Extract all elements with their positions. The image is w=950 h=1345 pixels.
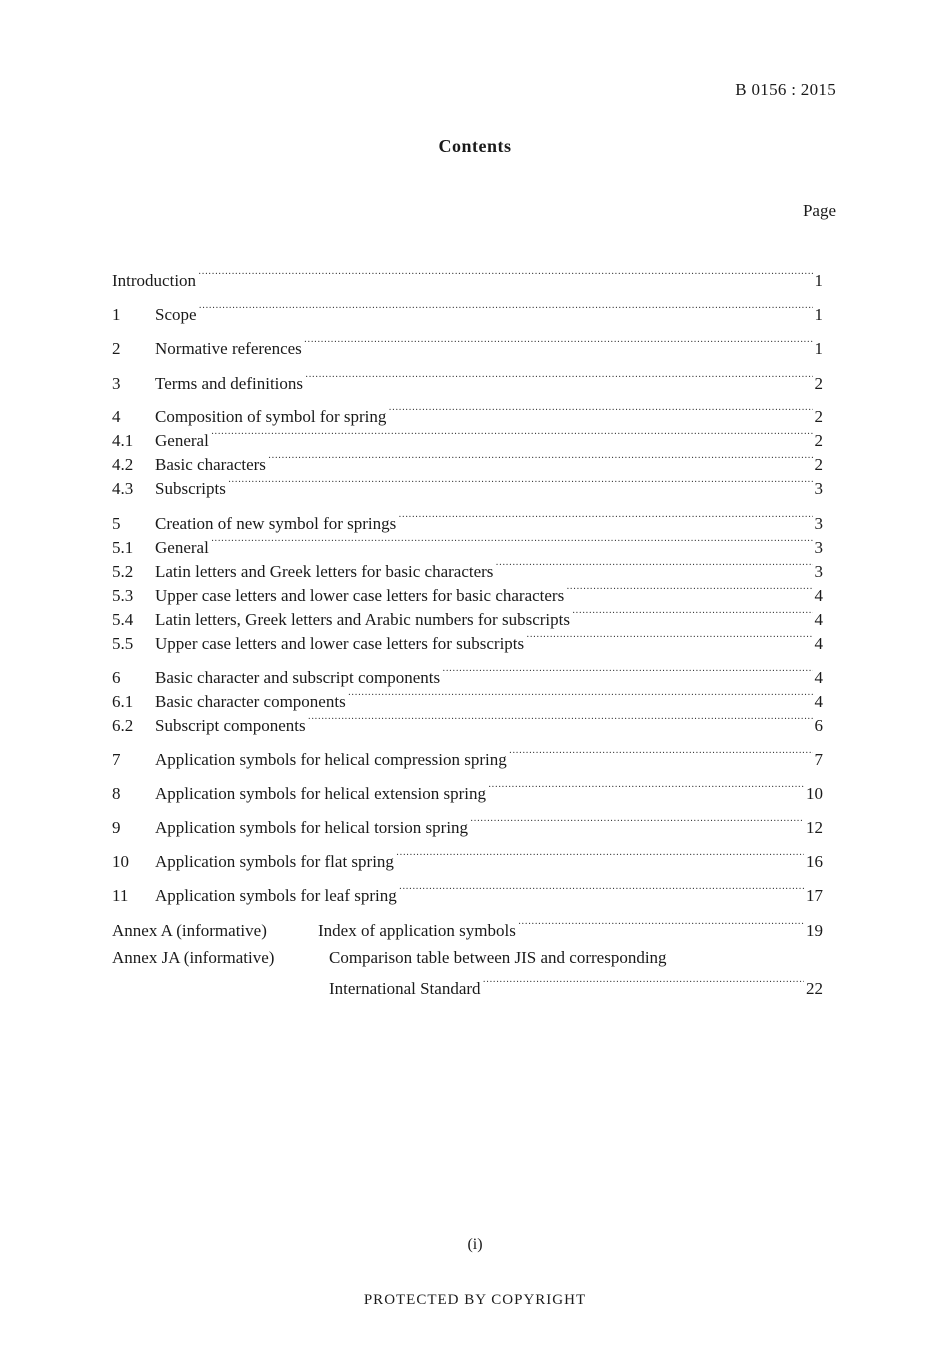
toc-entry-text: International Standard (329, 979, 481, 998)
toc-entry-page: 3 (814, 562, 823, 581)
toc-entry-number: 5.5 (112, 634, 134, 653)
toc-entry-page: 2 (814, 431, 823, 450)
toc-entry-text: Basic character and subscript components (155, 668, 441, 687)
toc-entry-introduction[interactable] (112, 262, 823, 290)
toc-leader-dots (268, 446, 813, 470)
toc-entry-1[interactable] (112, 296, 823, 324)
toc-entry-text: Application symbols for helical extension spring (155, 784, 486, 803)
toc-entry-page: 7 (814, 750, 823, 769)
toc-entry-page: 19 (806, 921, 823, 940)
toc-entry-5[interactable] (112, 505, 823, 533)
footer-page-number: (i) (467, 1236, 483, 1253)
toc-entry-page: 1 (814, 271, 823, 290)
toc-leader-dots (442, 659, 812, 683)
toc-entry-page: 4 (814, 634, 823, 653)
toc-entry-3[interactable] (112, 365, 823, 393)
document-id: B 0156 : 2015 (735, 80, 836, 99)
toc-leader-dots (211, 422, 813, 446)
toc-entry-4-2[interactable] (112, 446, 823, 474)
toc-entry-page: 4 (814, 586, 823, 605)
toc-entry-4-1[interactable] (112, 422, 823, 450)
toc-entry-11[interactable] (112, 877, 823, 905)
toc-entry-5-3[interactable] (112, 577, 823, 605)
toc-entry-text: Subscripts (155, 479, 226, 498)
toc-entry-text: Latin letters and Greek letters for basic characters (155, 562, 494, 581)
toc-entry-number: 6 (112, 668, 121, 687)
toc-entry-text: Normative references (155, 339, 302, 358)
toc-entry-number: 10 (112, 852, 129, 871)
toc-leader-dots (483, 970, 804, 994)
toc-leader-dots (526, 625, 812, 649)
toc-entry-page: 16 (806, 852, 823, 871)
toc-entry-10[interactable] (112, 843, 823, 871)
toc-leader-dots (509, 741, 813, 765)
page-title: Contents (438, 136, 512, 156)
toc-entry-9[interactable] (112, 809, 823, 837)
toc-entry-number: 5.4 (112, 610, 134, 629)
toc-entry-number: 11 (112, 886, 129, 905)
toc-entry-page: 3 (814, 538, 823, 557)
toc-entry-number: 7 (112, 750, 121, 769)
toc-entry-7[interactable] (112, 741, 823, 769)
toc-entry-text: Scope (155, 305, 197, 324)
toc-entry-page: 4 (814, 692, 823, 711)
toc-entry-text: Upper case letters and lower case letters for subscripts (155, 634, 525, 653)
toc-leader-dots (398, 505, 812, 529)
toc-entry-6[interactable] (112, 659, 823, 687)
toc-entry-text: Introduction (112, 271, 197, 290)
toc-entry-number: 3 (112, 374, 121, 393)
toc-entry-page: 1 (814, 305, 823, 324)
toc-leader-dots (304, 330, 813, 354)
toc-entry-4-3[interactable] (112, 470, 823, 498)
toc-leader-dots (305, 365, 812, 389)
toc-entry-5-5[interactable] (112, 625, 823, 653)
toc-entry-number: 1 (112, 305, 121, 324)
toc-leader-dots (308, 707, 813, 731)
toc-entry-number: 4 (112, 407, 121, 426)
toc-entry-number: 4.1 (112, 431, 134, 450)
toc-entry-text: Basic characters (155, 455, 266, 474)
toc-entry-number: 4.3 (112, 479, 134, 498)
toc-entry-page: 17 (806, 886, 823, 905)
toc-leader-dots (470, 809, 804, 833)
toc-annex-ja-line1[interactable]: Comparison table between JIS and corresponding (329, 948, 667, 967)
toc-entry-number: 6.2 (112, 716, 134, 735)
toc-leader-dots (228, 470, 813, 494)
toc-entry-page: 3 (814, 479, 823, 498)
toc-entry-number: 5.3 (112, 586, 134, 605)
toc-entry-text: General (155, 538, 209, 557)
toc-entry-5-1[interactable] (112, 529, 823, 557)
toc-entry-5-4[interactable] (112, 601, 823, 629)
page-column-heading: Page (802, 201, 836, 220)
copyright-notice: PROTECTED BY COPYRIGHT (363, 1292, 587, 1308)
toc-entry-page: 1 (814, 339, 823, 358)
toc-entry-number: 5.1 (112, 538, 134, 557)
toc-entry-number: 6.1 (112, 692, 134, 711)
toc-leader-dots (211, 529, 813, 553)
toc-entry-text: Subscript components (155, 716, 306, 735)
toc-entry-page: 3 (814, 514, 823, 533)
toc-entry-number: 5.2 (112, 562, 134, 581)
toc-entry-page: 12 (806, 818, 823, 837)
toc-entry-number: 5 (112, 514, 121, 533)
toc-entry-text: Application symbols for helical torsion spring (155, 818, 469, 837)
toc-annex-prefix: Annex A (informative) (112, 921, 267, 940)
toc-entry-text: Index of application symbols (318, 921, 516, 940)
toc-entry-8[interactable] (112, 775, 823, 803)
toc-entry-page: 10 (806, 784, 823, 803)
toc-leader-dots (518, 912, 804, 936)
toc-entry-text: Composition of symbol for spring (155, 407, 387, 426)
toc-leader-dots (488, 775, 804, 799)
toc-entry-number: 4.2 (112, 455, 134, 474)
toc-entry-number: 9 (112, 818, 121, 837)
toc-entry-number: 2 (112, 339, 121, 358)
toc-entry-page: 2 (814, 407, 823, 426)
toc-entry-page: 2 (814, 455, 823, 474)
toc-entry-text: Latin letters, Greek letters and Arabic numbers for subscripts (155, 610, 570, 629)
toc-entry-2[interactable] (112, 330, 823, 358)
toc-leader-dots (495, 553, 812, 577)
toc-entry-6-2[interactable] (112, 707, 823, 735)
toc-entry-page: 4 (814, 668, 823, 687)
toc-leader-dots (348, 683, 813, 707)
toc-leader-dots (199, 296, 813, 320)
toc-entry-text: Creation of new symbol for springs (155, 514, 397, 533)
toc-entry-page: 4 (814, 610, 823, 629)
toc-annex-prefix: Annex JA (informative) (112, 948, 275, 967)
toc-entry-text: Application symbols for helical compression spring (155, 750, 507, 769)
toc-entry-text: Terms and definitions (155, 374, 304, 393)
toc-entry-page: 22 (806, 979, 823, 998)
toc-entry-page: 2 (814, 374, 823, 393)
toc-entry-6-1[interactable] (112, 683, 823, 711)
toc-leader-dots (572, 601, 813, 625)
toc-entry-4[interactable] (112, 398, 823, 426)
toc-leader-dots (388, 398, 812, 422)
toc-entry-annex-ja[interactable] (329, 970, 823, 998)
toc-leader-dots (396, 843, 804, 867)
toc-entry-text: General (155, 431, 209, 450)
toc-entry-annex-a[interactable] (112, 912, 823, 940)
toc-entry-5-2[interactable] (112, 553, 823, 581)
toc-leader-dots (566, 577, 812, 601)
toc-leader-dots (198, 262, 812, 286)
toc-entry-number: 8 (112, 784, 121, 803)
toc-entry-text: Upper case letters and lower case letters for basic characters (155, 586, 565, 605)
toc-entry-text: Basic character components (155, 692, 346, 711)
toc-leader-dots (399, 877, 804, 901)
toc-entry-page: 6 (814, 716, 823, 735)
toc-entry-text: Application symbols for leaf spring (155, 886, 397, 905)
toc-entry-text: Application symbols for flat spring (155, 852, 394, 871)
